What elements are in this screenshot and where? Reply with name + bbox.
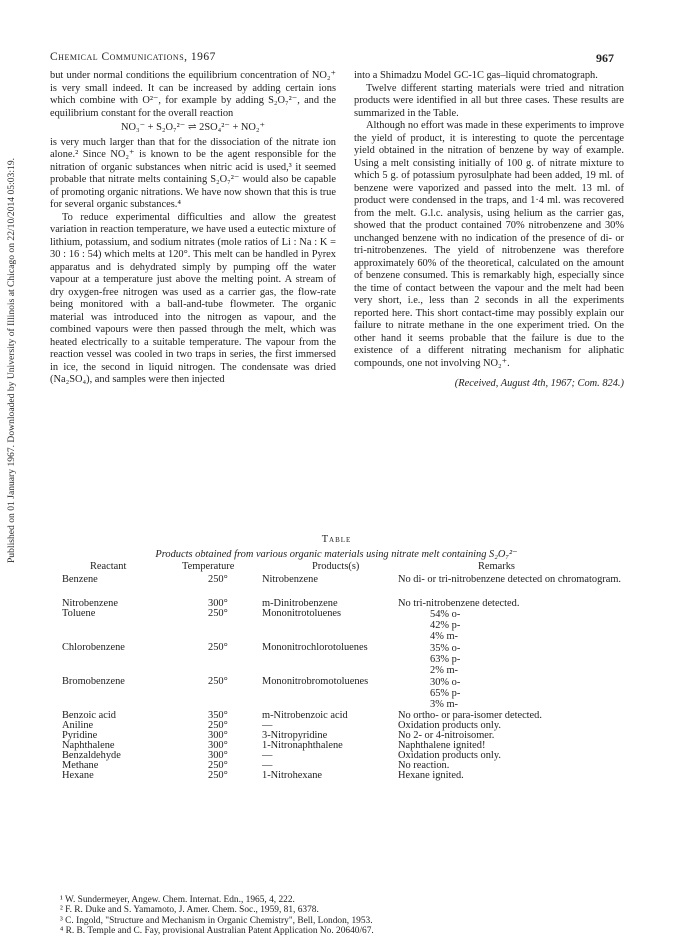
footnote: ² F. R. Duke and S. Yamamoto, J. Amer. Chem. Soc., 1959, 81, 6378.	[60, 905, 319, 916]
cell-product: Mononitrotoluenes	[262, 608, 342, 619]
paragraph: is very much larger than that for the dissociation of the nitrate ion alone.² Since NO₂⁺ is known to be the agent responsible for the nitration of organic substances when nitric acid is used,³ it seemed probable that nitrate melts containing S₂O₇²⁻ would also be capable of promoting organic nitrations. We have now shown that this is true for several organic substances.⁴	[50, 136, 336, 210]
cell-reactant: Nitrobenzene	[62, 598, 118, 609]
results-table	[0, 575, 673, 880]
paragraph: into a Shimadzu Model GC-1C gas–liquid chromatograph.	[354, 70, 598, 81]
cell-remarks: Naphthalene ignited!	[398, 740, 486, 751]
cell-remarks: 54% o- 42% p- 4% m-	[430, 609, 461, 642]
cell-temperature: 250°	[208, 642, 228, 653]
footnote: ³ C. Ingold, "Structure and Mechanism in Organic Chemistry", Bell, London, 1953.	[60, 915, 373, 926]
cell-reactant: Benzene	[62, 574, 98, 585]
cell-product: —	[262, 760, 273, 771]
cell-reactant: Benzaldehyde	[62, 750, 121, 761]
cell-reactant: Methane	[62, 760, 99, 771]
cell-temperature: 300°	[208, 598, 228, 609]
paragraph: but under normal conditions the equilibrium concentration of NO₂⁺ is very small indeed. It can be increased by adding certain ions which combine with O²⁻, for example by adding S₂O₇²⁻, and the equilibrium constant for the overall reaction	[50, 70, 336, 119]
table-title: Table	[321, 534, 352, 545]
cell-temperature: 250°	[208, 676, 228, 687]
cell-remarks: No di- or tri-nitrobenzene detected on chromatogram.	[398, 574, 622, 585]
cell-product: m-Dinitrobenzene	[262, 598, 338, 609]
footnote: ¹ W. Sundermeyer, Angew. Chem. Internat. Edn., 1965, 4, 222.	[60, 895, 295, 905]
cell-remarks: 35% o- 63% p- 2% m-	[430, 643, 461, 676]
cell-product: —	[262, 720, 273, 731]
cell-remarks: Hexane ignited.	[398, 770, 464, 781]
cell-remarks: No 2- or 4-nitroisomer.	[398, 730, 495, 741]
download-notice: Published on 01 January 1967. Downloaded by University of Illinois at Chicago on 22/10/2014 05:03:19.	[6, 157, 18, 563]
cell-reactant: Benzoic acid	[62, 710, 116, 721]
cell-reactant: Bromobenzene	[62, 676, 125, 687]
cell-temperature: 300°	[208, 750, 228, 761]
footnote: ⁴ R. B. Temple and C. Fay, provisional Australian Patent Application No. 20640/67.	[60, 925, 374, 936]
download-sidebar	[4, 120, 20, 600]
table-caption: Products obtained from various organic materials using nitrate melt containing S₂O₇²⁻	[155, 549, 518, 560]
table-header-remarks: Remarks	[478, 561, 515, 572]
table-header-products: Products(s)	[312, 561, 360, 572]
right-column	[354, 70, 624, 391]
received-date: (Received, August 4th, 1967; Com. 824.)	[454, 378, 624, 389]
cell-remarks: No tri-nitrobenzene detected.	[398, 598, 520, 609]
cell-reactant: Naphthalene	[62, 740, 115, 751]
cell-product: Mononitrobromotoluenes	[262, 676, 369, 687]
left-column	[50, 70, 336, 387]
cell-temperature: 250°	[208, 760, 228, 771]
cell-remarks: No ortho- or para-isomer detected.	[398, 710, 542, 721]
paragraph: Twelve different starting materials were tried and nitration products were identified in all but three cases. These results are summarized in the Table.	[354, 82, 624, 119]
cell-product: m-Nitrobenzoic acid	[262, 710, 348, 721]
reaction-equation: NO₃⁻ + S₂O₇²⁻ ⇌ 2SO₄²⁻ + NO₂⁺	[120, 122, 266, 133]
paragraph: To reduce experimental difficulties and allow the greatest variation in reaction temperature, we have used a eutectic mixture of lithium, potassium, and sodium nitrates (mole ratios of Li : Na : K = 30 : 16 : 54) which melts at 120°. This melt can be handled in Pyrex apparatus and is dehydrated simply by pumping off the water vapour at a temperature just above the melting point. A stream of dry oxygen-free nitrogen was used as a carrier gas, the flow-rate being monitored with a ball-and-tube flowmeter. The organic material was introduced into the nitrogen as vapour, and the combined vapours were then passed through the melt, which was heated electrically to a suitable temperature. The vapour from the reaction vessel was cooled in two traps in series, the first immersed in ice, the second in liquid nitrogen. The condensate was dried (Na₂SO₄), and samples were then injected	[50, 211, 336, 385]
cell-product: Mononitrochlorotoluenes	[262, 642, 368, 653]
table-header-reactant: Reactant	[90, 561, 127, 572]
cell-product: 1-Nitronaphthalene	[262, 740, 343, 751]
cell-temperature: 250°	[208, 720, 228, 731]
cell-temperature: 250°	[208, 608, 228, 619]
cell-temperature: 350°	[208, 710, 228, 721]
cell-temperature: 250°	[208, 574, 228, 585]
table-header-row	[0, 561, 673, 573]
cell-temperature: 250°	[208, 770, 228, 781]
cell-product: 1-Nitrohexane	[262, 770, 323, 781]
cell-reactant: Toluene	[62, 608, 96, 619]
footnotes	[60, 895, 374, 936]
cell-temperature: 300°	[208, 730, 228, 741]
cell-remarks: No reaction.	[398, 760, 450, 771]
cell-product: —	[262, 750, 273, 761]
journal-header: Chemical Communications, 1967	[50, 51, 216, 63]
cell-remarks: Oxidation products only.	[398, 750, 501, 761]
paragraph: Although no effort was made in these experiments to improve the yield of product, it is interesting to quote the percentage yield obtained in the nitration of benzene by way of example. Using a melt consisting initially of 100 g. of nitrate mixture to which 5 g. of potassium pyrosulphate had been added, 19 ml. of benzene were vaporized and passed into the melt. 13 ml. of product were condensed in the traps, and 1·4 ml. was recovered from the melt. G.l.c. analysis, using helium as the carrier gas, showed that the product contained 70% nitrobenzene and 30% unchanged benzene with no indication of the presence of di- or tri-nitrobenzenes. The yield of nitrobenzene was therefore approximately 60% of the theoretical, calculated on the amount of benzene consumed. This is remarkably high, especially since the time of contact between the vapour and the melt had been very short, i.e., less than 2 seconds in all the experiments reported here. This short contact-time may possibly explain our failure to nitrate methane in the one experiment tried. On the other hand it seems probable that the failure is due to the existence of a different nitrating mechanism for aliphatic compounds, one not involving NO₂⁺.	[354, 120, 624, 369]
cell-reactant: Pyridine	[62, 730, 98, 741]
cell-reactant: Hexane	[62, 770, 94, 781]
cell-remarks: 30% o- 65% p- 3% m-	[430, 677, 461, 710]
cell-reactant: Aniline	[62, 720, 94, 731]
table-header-temperature: Temperature	[182, 561, 235, 572]
cell-remarks: Oxidation products only.	[398, 720, 501, 731]
cell-temperature: 300°	[208, 740, 228, 751]
cell-product: Nitrobenzene	[262, 574, 318, 585]
cell-product: 3-Nitropyridine	[262, 730, 328, 741]
page-number: 967	[596, 51, 614, 65]
cell-reactant: Chlorobenzene	[62, 642, 125, 653]
